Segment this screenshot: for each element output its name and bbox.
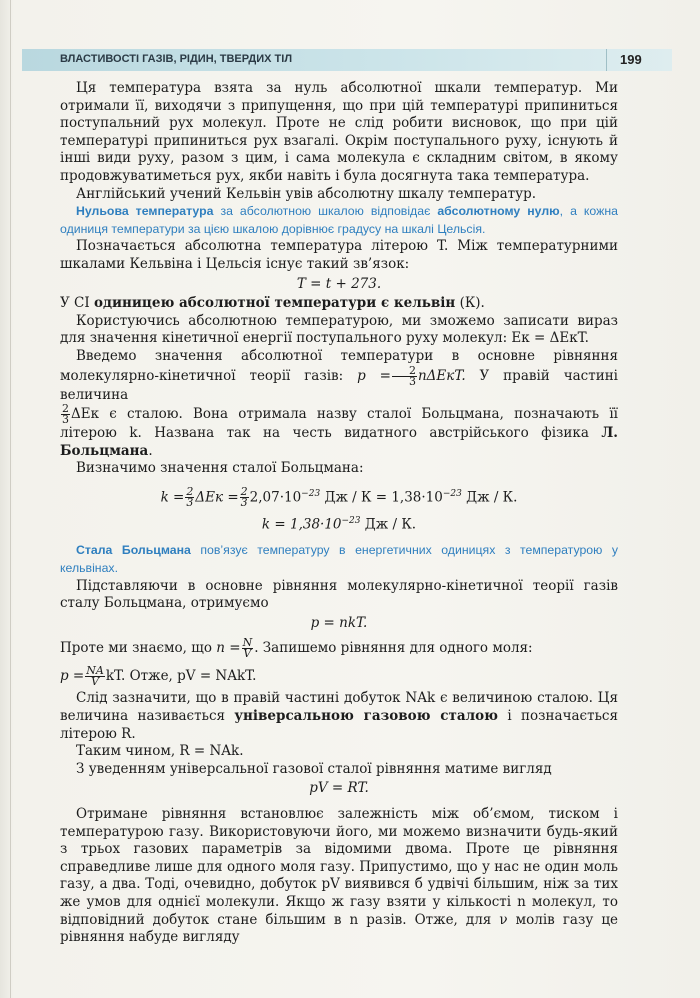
paragraph-si-unit: У СІ одиницею абсолютної температури є кельвін (К). [60, 295, 485, 312]
paragraph-boltzmann-name: $\frac{2}{3}$ ΔEк є сталою. Вона отримала назву сталої Больцмана, позначають її літерою k. Названа так на честь видатного австрійського фізика Л. Больцмана. [60, 402, 618, 459]
fraction-two-thirds: $\frac{2}{3}$ [240, 485, 248, 510]
paragraph-universal-gas-constant: Слід зазначити, що в правій частині добуток NAk є величиною сталою. Ця величина називається універсальною газовою сталою і позначається літерою R. [60, 690, 618, 742]
paragraph-zero-temperature: Ця температура взята за нуль абсолютної шкали температур. Ми отримали її, виходячи з припущення, що при цій температурі припиниться поступальний рух молекул. Проте не слід робити висновок, що при цій температурі припиниться рух взагалі. Окрім поступального руху, існують й інші види руху, разом з цим, і сама молекула є складним світом, в якому продовжуватиметься рух, якби навіть і була досягнута така температура. [60, 80, 618, 184]
paragraph-equation-form: З уведенням універсальної газової сталої рівняння матиме вигляд [76, 760, 552, 777]
equation-boltzmann-calculation: k = $\frac{2}{3}$ ΔEк = $\frac{2}{3}$ $2,07\cdot 10^{-23}$ Дж / $К = 1,38\cdot 10^{-23}$ Дж / К. [160, 485, 518, 510]
paragraph-pv-equation: p = $\frac{NA}{V}$ kT. Отже, pV = NAkT. [60, 664, 257, 689]
paragraph-notation: Позначається абсолютна температура літерою T. Між температурними шкалами Кельвіна і Цельсія існує такий зв’язок: [60, 238, 618, 272]
paragraph-substitution: Підставляючи в основне рівняння молекулярно-кінетичної теорії газів сталу Больцмана, отримуємо [60, 577, 618, 612]
definition-term: Нульова температура [76, 204, 214, 219]
page-edge [10, 0, 11, 998]
equation-boltzmann-result: $k = 1,38\cdot 10^{-23}$ Дж / К. [261, 516, 417, 533]
paragraph-boltzmann-value: Визначимо значення сталої Больцмана: [76, 460, 364, 477]
definition-term: Стала Больцмана [76, 543, 191, 558]
paragraph-kinetic-energy: Користуючись абсолютною температурою, ми зможемо записати вираз для значення кінетичної енергії поступального руху молекул: Eк = ΔEкT. [60, 312, 618, 347]
paragraph-mkt-equation: Введемо значення абсолютної температури в основне рівняння молекулярно-кінетичної теорії газів: p = $\frac{2}{3}$ nΔEкT. У правій частині величина [60, 347, 619, 403]
si-unit-statement: одиницею абсолютної температури є кельвін [94, 295, 456, 312]
page-number: 199 [620, 52, 642, 67]
paragraph-gas-parameters: Отримане рівняння встановлює залежність між об’ємом, тиском і температурою газу. Використовуючи його, ми можемо визначити будь-який з трьох газових параметрів за відомими двома. Проте це рівняння справедливе лише для одного моля газу. Припустимо, що у нас не один моль газу, а два. Тоді, очевидно, добуток pV виявився б удвічі більшим, ніж за тих же умов для однієї молекули. Якщо ж газу взяти у кількості n молекул, то відповідний добуток стане більшим в n разів. Отже, для ν молів газу це рівняння набуде вигляду [60, 806, 618, 946]
paragraph-kelvin: Англійський учений Кельвін увів абсолютну шкалу температур. [76, 185, 537, 202]
fraction-two-thirds: $\frac{2}{3}$ [392, 366, 417, 387]
definition-term-absolute-zero: абсолютному нулю [437, 204, 560, 219]
fraction-n-over-v: $\frac{N}{V}$ [242, 636, 253, 661]
page-content [60, 80, 618, 947]
equation-kelvin-celsius: T = t + 273. [296, 275, 382, 292]
paragraph-one-mole: Проте ми знаємо, що n = $\frac{N}{V}$ . Запишемо рівняння для одного моля: [60, 636, 533, 661]
definition-boltzmann-constant: Стала Больцмана пов’язує температуру в енергетичних одиницях з температурою у кельвінах. [60, 543, 619, 576]
section-header-bar [22, 49, 672, 71]
fraction-na-over-v: $\frac{NA}{V}$ [86, 664, 104, 689]
equation-p-nkt: p = nkT. [310, 614, 368, 631]
fraction-two-thirds: $\frac{2}{3}$ [186, 485, 194, 510]
section-title: ВЛАСТИВОСТІ ГАЗІВ, РІДИН, ТВЕРДИХ ТІЛ [60, 53, 293, 65]
equation-pv-rt: pV = RT. [309, 780, 369, 797]
definition-absolute-zero: Нульова температура за абсолютною шкалою відповідає абсолютному нулю, а кожна одиниця температури за цією шкалою дорівнює градусу на шкалі Цельсія. [60, 204, 618, 236]
universal-gas-constant-term: універсальною газовою сталою [234, 708, 498, 725]
paragraph-r-definition: Таким чином, R = NAk. [76, 743, 244, 760]
header-divider [606, 49, 607, 71]
fraction-two-thirds: $\frac{2}{3}$ [62, 402, 69, 427]
scientist-name: Л. Больцмана [60, 425, 618, 459]
